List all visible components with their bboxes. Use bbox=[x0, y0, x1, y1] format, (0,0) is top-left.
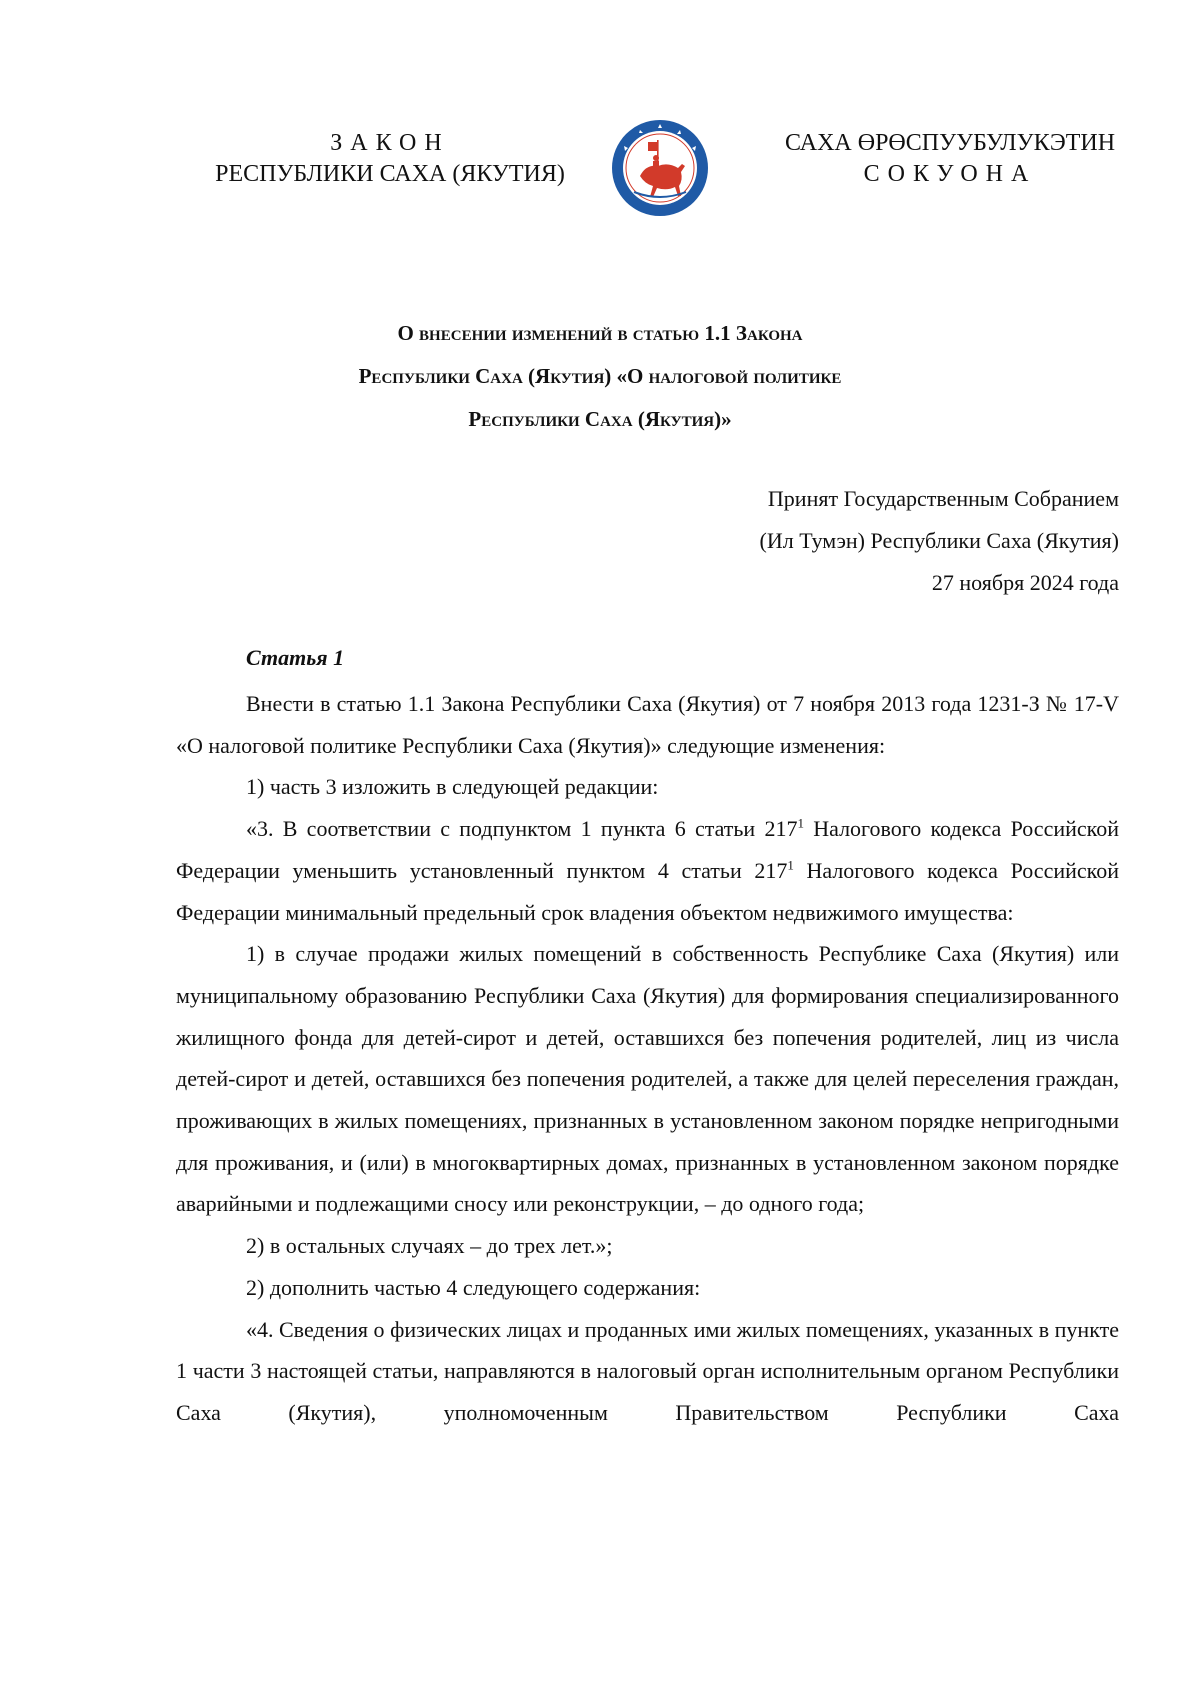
part3-text-c: Налогового кодекса Российской Федерации минимальный предельный срок владения объектом недвижимого имущества: bbox=[176, 857, 1119, 925]
title-line2: Республики Саха (Якутия) «О налоговой политике bbox=[358, 364, 842, 388]
header-right bbox=[760, 128, 1140, 190]
title-line1: О внесении изменений в статью 1.1 Закона bbox=[397, 321, 803, 345]
adopted-date: 27 ноября 2024 года bbox=[931, 570, 1119, 595]
paragraph-part4-intro: 2) дополнить частью 4 следующего содержания: bbox=[246, 1274, 701, 1300]
header-left-line1: ЗАКОН bbox=[330, 130, 450, 156]
adoption-note bbox=[760, 478, 1119, 604]
title-line3: Республики Саха (Якутия)» bbox=[468, 407, 732, 431]
part3-text-a: «3. В соответствии с подпунктом 1 пункта 6 статьи 217 bbox=[246, 816, 798, 842]
article-body bbox=[176, 683, 1119, 1434]
superscript: 1 bbox=[797, 815, 804, 831]
paragraph-part3-intro: 1) часть 3 изложить в следующей редакции: bbox=[246, 774, 659, 800]
adopted-line1: Принят Государственным Собранием bbox=[767, 486, 1119, 511]
paragraph-part4: «4. Сведения о физических лицах и проданных ими жилых помещениях, указанных в пункте 1 части 3 настоящей статьи, направляются в налоговый орган исполнительным органом Республики Саха (Якутия), уполномоченным Правительством Республики Саха bbox=[176, 1316, 1119, 1425]
header-left-line2: РЕСПУБЛИКИ САХА (ЯКУТИЯ) bbox=[215, 161, 565, 187]
header-left bbox=[200, 128, 580, 190]
header-right-line1: САХА ӨРӨСПУУБУЛУКЭТИН bbox=[784, 130, 1116, 156]
superscript: 1 bbox=[787, 857, 794, 873]
paragraph-item2: 2) в остальных случаях – до трех лет.»; bbox=[246, 1233, 613, 1259]
paragraph-part3 bbox=[176, 808, 1119, 933]
part3-text-b: Налогового кодекса Российской Федерации уменьшить установленный пунктом 4 статьи 217 bbox=[176, 816, 1119, 883]
adopted-line2: (Ил Тумэн) Республики Саха (Якутия) bbox=[759, 528, 1119, 553]
paragraph-intro: Внести в статью 1.1 Закона Республики Саха (Якутия) от 7 ноября 2013 года 1231-З № 17-V «О налоговой политике Республики Саха (Якутия)» следующие изменения: bbox=[176, 691, 1119, 758]
paragraph-item1: 1) в случае продажи жилых помещений в собственность Республике Саха (Якутия) или муниципальному образованию Республики Саха (Якутия) для формирования специализированного жилищного фонда для детей-сирот и детей, оставшихся без попечения родителей, лиц из числа детей-сирот и детей, оставшихся без попечения родителей, а также для целей переселения граждан, проживающих в жилых помещениях, признанных в установленном законом порядке непригодными для проживания, и (или) в многоквартирных домах, признанных в установленном законом порядке аварийными и подлежащими сносу или реконструкции, – до одного года; bbox=[176, 941, 1119, 1217]
article-heading: Статья 1 bbox=[246, 645, 345, 670]
law-title bbox=[180, 312, 1020, 441]
coat-of-arms-icon bbox=[610, 118, 710, 218]
header-right-line2: СОКУОНА bbox=[863, 161, 1037, 187]
